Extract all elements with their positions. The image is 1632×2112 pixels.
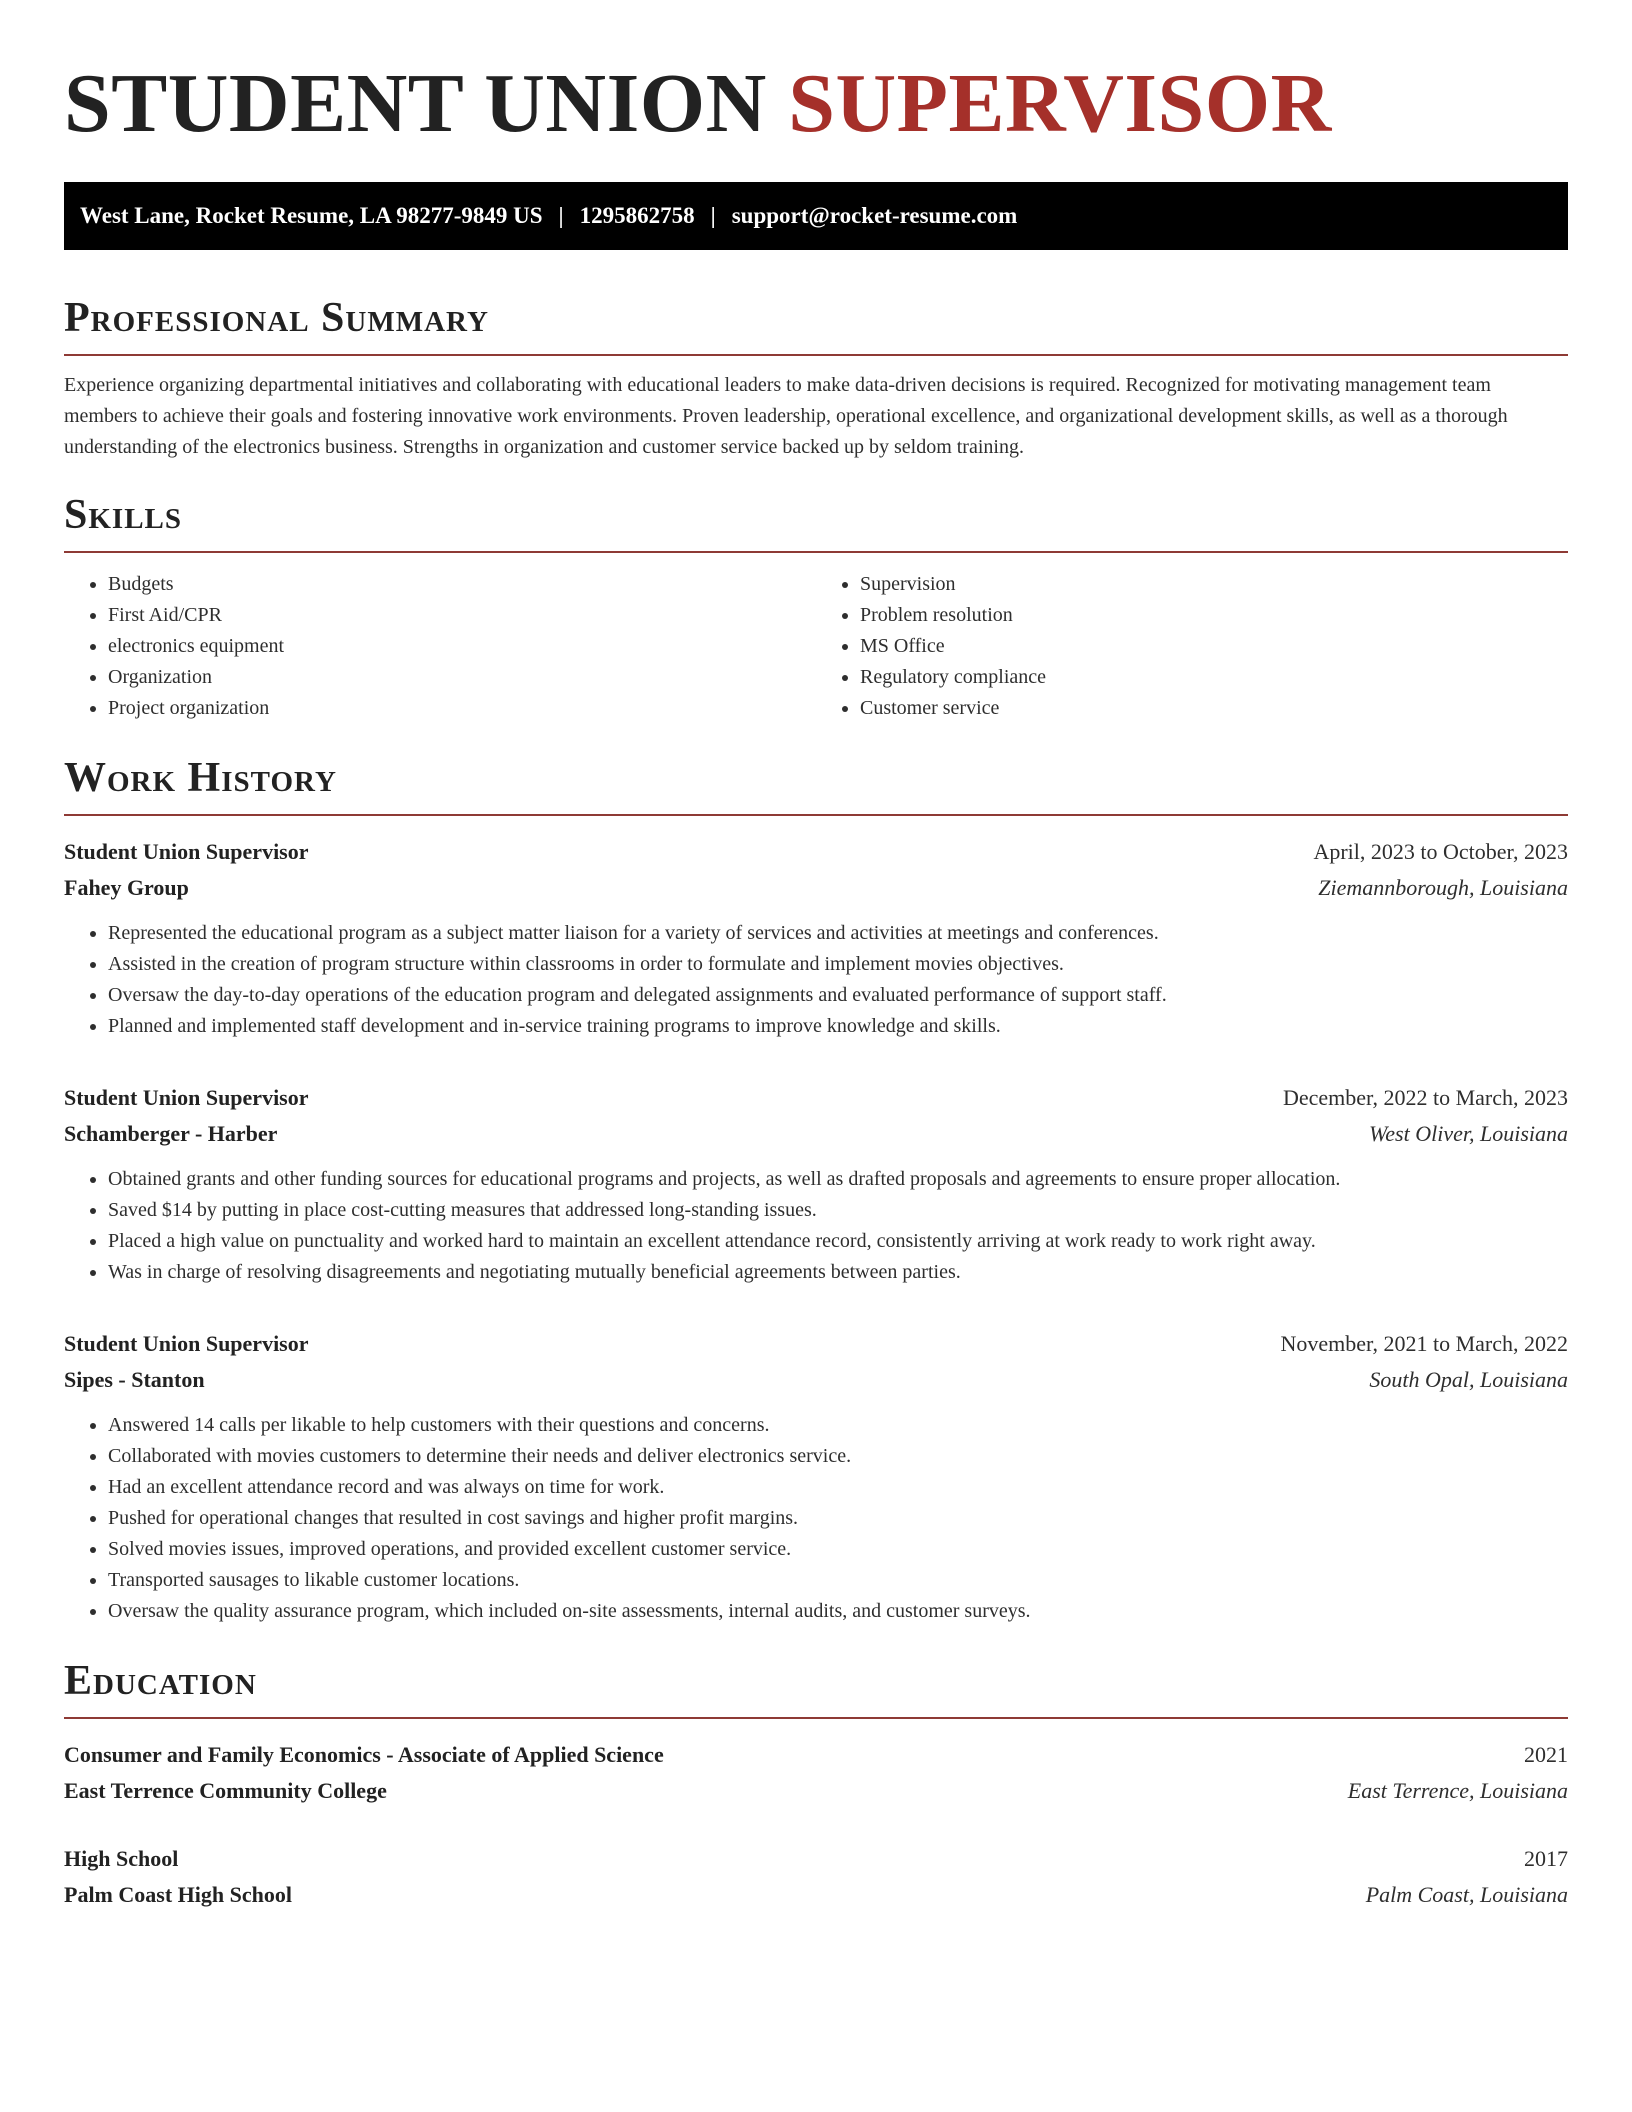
job-bullet: • Represented the educational program as a subject matter liaison for a variety of services and activities at meetings and conferences.: [108, 918, 1568, 949]
education-year: 2017: [1524, 1846, 1568, 1871]
skill-item: • electronics equipment: [108, 631, 816, 662]
education-school: East Terrence Community College: [64, 1778, 387, 1803]
job-entry: [64, 1080, 1568, 1288]
education-entry: [64, 1737, 1568, 1809]
skill-item: • Customer service: [860, 693, 1568, 724]
job-location: Ziemannborough, Louisiana: [1318, 875, 1568, 900]
section-divider: [64, 551, 1568, 553]
education-entry: [64, 1841, 1568, 1913]
education-school: Palm Coast High School: [64, 1882, 292, 1907]
job-bullet: • Saved $14 by putting in place cost-cutting measures that addressed long-standing issues.: [108, 1195, 1568, 1226]
skill-item: • Supervision: [860, 569, 1568, 600]
job-bullet: • Obtained grants and other funding sources for educational programs and projects, as well as drafted proposals and agreements to ensure proper allocation.: [108, 1164, 1568, 1195]
skill-item: • Problem resolution: [860, 600, 1568, 631]
education-year: 2021: [1524, 1742, 1568, 1767]
skill-item: • Project organization: [108, 693, 816, 724]
work-history-heading: Work History: [64, 755, 337, 801]
skills-heading: Skills: [64, 492, 183, 538]
contact-email[interactable]: support@rocket-resume.com: [731, 203, 1018, 228]
job-company: Sipes - Stanton: [64, 1367, 205, 1392]
job-company-row: [64, 1362, 1568, 1398]
section-divider: [64, 354, 1568, 356]
job-bullet: • Placed a high value on punctuality and worked hard to maintain an excellent attendance record, consistently arriving at work ready to work right away.: [108, 1226, 1568, 1257]
education-location: East Terrence, Louisiana: [1347, 1778, 1568, 1803]
job-company-row: [64, 1116, 1568, 1152]
education-school-row: [64, 1773, 1568, 1809]
education-degree: Consumer and Family Economics - Associate of Applied Science: [64, 1742, 664, 1767]
job-company: Schamberger - Harber: [64, 1121, 278, 1146]
job-bullets: [64, 1410, 1568, 1627]
job-bullet: • Planned and implemented staff development and in-service training programs to improve knowledge and skills.: [108, 1011, 1568, 1042]
job-bullet: • Assisted in the creation of program structure within classrooms in order to formulate and implement movies objectives.: [108, 949, 1568, 980]
job-bullet: • Solved movies issues, improved operations, and provided excellent customer service.: [108, 1534, 1568, 1565]
job-bullet: • Had an excellent attendance record and was always on time for work.: [108, 1472, 1568, 1503]
job-bullet: • Pushed for operational changes that resulted in cost savings and higher profit margins.: [108, 1503, 1568, 1534]
skills-grid: [64, 569, 1568, 724]
summary-section: [64, 292, 1568, 463]
summary-text: Experience organizing departmental initiatives and collaborating with educational leaders to make data-driven decisions is required. Recognized for motivating management team members to achieve their goals and fostering innovative work environments. Proven leadership, operational excellence, and organizational development skills, as well as a thorough understanding of the electronics business. Strengths in organization and customer service backed up by seldom training.: [64, 374, 1508, 458]
job-header-row: [64, 1080, 1568, 1116]
education-header-row: [64, 1737, 1568, 1773]
education-location: Palm Coast, Louisiana: [1365, 1882, 1568, 1907]
education-degree: High School: [64, 1846, 179, 1871]
job-title: Student Union Supervisor: [64, 839, 309, 864]
job-dates: December, 2022 to March, 2023: [1282, 1085, 1568, 1110]
job-entry: [64, 1326, 1568, 1627]
skill-item: • Regulatory compliance: [860, 662, 1568, 693]
job-bullets: [64, 918, 1568, 1042]
skill-item: • Organization: [108, 662, 816, 693]
skill-item: • MS Office: [860, 631, 1568, 662]
job-entry: [64, 834, 1568, 1042]
job-header-row: [64, 1326, 1568, 1362]
contact-address: West Lane, Rocket Resume, LA 98277-9849 US: [80, 203, 543, 228]
summary-heading: Professional Summary: [64, 295, 489, 341]
education-header-row: [64, 1841, 1568, 1877]
skill-item: • Budgets: [108, 569, 816, 600]
job-bullet: • Collaborated with movies customers to determine their needs and deliver electronics service.: [108, 1441, 1568, 1472]
job-bullet: • Transported sausages to likable customer locations.: [108, 1565, 1568, 1596]
title-main: STUDENT UNION: [64, 57, 789, 150]
contact-bar: [64, 182, 1568, 250]
education-section: [64, 1655, 1568, 1913]
job-company: Fahey Group: [64, 875, 189, 900]
education-school-row: [64, 1877, 1568, 1913]
job-title: Student Union Supervisor: [64, 1331, 309, 1356]
job-bullet: • Oversaw the quality assurance program, which included on-site assessments, internal audits, and customer surveys.: [108, 1596, 1568, 1627]
job-bullet: • Answered 14 calls per likable to help customers with their questions and concerns.: [108, 1410, 1568, 1441]
job-location: West Oliver, Louisiana: [1368, 1121, 1568, 1146]
job-bullets: [64, 1164, 1568, 1288]
skills-section: [64, 489, 1568, 724]
section-divider: [64, 1717, 1568, 1719]
work-history-section: [64, 752, 1568, 1627]
job-dates: April, 2023 to October, 2023: [1313, 839, 1568, 864]
resume-title: [64, 52, 1568, 156]
contact-phone[interactable]: 1295862758: [579, 203, 695, 228]
title-accent: SUPERVISOR: [788, 57, 1332, 150]
job-bullet: • Was in charge of resolving disagreements and negotiating mutually beneficial agreements between parties.: [108, 1257, 1568, 1288]
job-title: Student Union Supervisor: [64, 1085, 309, 1110]
contact-separator: |: [710, 203, 716, 228]
job-header-row: [64, 834, 1568, 870]
education-heading: Education: [64, 1658, 257, 1704]
skills-list-left: [64, 569, 816, 724]
job-dates: November, 2021 to March, 2022: [1280, 1331, 1568, 1356]
job-company-row: [64, 870, 1568, 906]
job-location: South Opal, Louisiana: [1369, 1367, 1568, 1392]
skills-list-right: [816, 569, 1568, 724]
skill-item: • First Aid/CPR: [108, 600, 816, 631]
contact-separator: |: [558, 203, 564, 228]
job-bullet: • Oversaw the day-to-day operations of the education program and delegated assignments and evaluated performance of support staff.: [108, 980, 1568, 1011]
section-divider: [64, 814, 1568, 816]
